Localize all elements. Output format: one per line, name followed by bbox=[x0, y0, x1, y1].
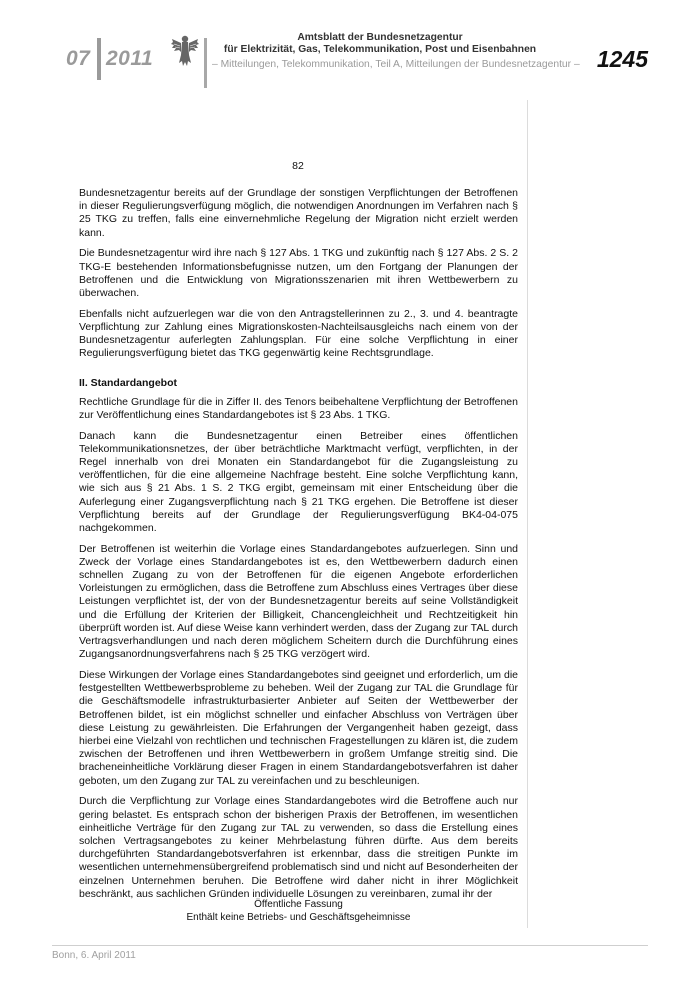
paragraph: Die Bundesnetzagentur wird ihre nach § 127 Abs. 1 TKG und zukünftig nach § 127 Abs. 2 S. 2 TKG-E bestehenden Informationsbefugnisse nutzen, um den Fortgang der Planungen der Betroffenen und die Entwicklung von Migrationsszenarien mit ihren Wettbewerbern zu überwachen. bbox=[79, 247, 518, 299]
section-subtitle: – Mitteilungen, Telekommunikation, Teil A, Mitteilungen der Bundesnetzagentur – bbox=[212, 59, 580, 70]
paragraph: Bundesnetzagentur bereits auf der Grundlage der sonstigen Verpflichtungen der Betroffenen in dieser Regulierungsverfügung möglich, die notwendigen Anordnungen im Verfahren nach § 25 TKG zu treffen, falls eine einvernehmliche Regelung der Migration nicht erzielt werden kann. bbox=[79, 187, 518, 239]
publication-title-line2: für Elektrizität, Gas, Telekommunikation, Post und Eisenbahnen bbox=[223, 44, 537, 55]
footer-place-date: Bonn, 6. April 2011 bbox=[52, 950, 136, 961]
federal-eagle-icon bbox=[170, 33, 200, 69]
publication-title bbox=[210, 32, 550, 56]
paragraph: Danach kann die Bundesnetzagentur einen Betreiber eines öffentlichen Telekommunikationsnetzes, der über beträchtliche Marktmacht verfügt, verpflichten, in der Regel innerhalb von drei Monaten ein Standardangebot für die Zugangsleistung zu veröffentlichen, für die eine allgemeine Nachfrage besteht. Eine solche Verpflichtung kann, wie sich aus § 21 Abs. 1 S. 2 TKG ergibt, gemeinsam mit einer Entscheidung über die Auferlegung einer Zugangsverpflichtung nach § 21 TKG ergehen. Die Betroffene ist dieser Verpflichtung bereits auf der Grundlage der Regulierungsverfügung BK4-04-075 nachgekommen. bbox=[79, 429, 518, 534]
paragraph: Ebenfalls nicht aufzuerlegen war die von den Antragstellerinnen zu 2., 3. und 4. beantragte Verpflichtung zur Zahlung eines Migrationskosten-Nachteilsausgleichs nach einem von der Bundesnetzagentur auferlegten Zahlungsplan. Für eine solche Verpflichtung in einer Regulierungsverfügung bietet das TKG gegenwärtig keine Rechtsgrundlage. bbox=[79, 307, 518, 360]
version-note-line2: Enthält keine Betriebs- und Geschäftsgeheimnisse bbox=[186, 912, 411, 923]
publication-title-line1: Amtsblatt der Bundesnetzagentur bbox=[297, 32, 463, 43]
margin-rule bbox=[527, 100, 528, 928]
footer-divider bbox=[52, 945, 648, 946]
issue-number: 07 bbox=[66, 47, 91, 70]
section-heading: II. Standardangebot bbox=[79, 377, 178, 390]
header-divider-right bbox=[204, 38, 207, 88]
paragraph: Der Betroffenen ist weiterhin die Vorlage eines Standardangebotes aufzuerlegen. Sinn und Zweck der Vorlage eines Standardangebotes ist es, den Wettbewerbern dadurch einen schnellen Zugang zu von der Betroffenen für die eigenen Angebote erforderlichen Vorleistungen zu ermöglichen, dass die Betroffene zum Abschluss eines Vertrages über diese Leistungen verpflichtet ist, der von der Bundesnetzagentur bereits auf seine Vollständigkeit und die Erfüllung der Kriterien der Billigkeit, Chancengleichheit und Rechtzeitigkeit hin überprüft worden ist. Auf diese Weise kann verhindert werden, dass der Zugang zur TAL durch Vertragsverhandlungen und nach deren möglichem Scheitern durch die Durchführung eines Zugangsanordnungsverfahrens nach § 25 TKG verzögert wird. bbox=[79, 542, 518, 661]
version-note-line1: Öffentliche Fassung bbox=[254, 899, 343, 910]
paragraph: Rechtliche Grundlage für die in Ziffer II. des Tenors beibehaltene Verpflichtung der Betroffenen zur Veröffentlichung eines Standardangebotes ist § 23 Abs. 1 TKG. bbox=[79, 395, 518, 421]
header-divider-left bbox=[97, 38, 101, 80]
paragraph: Durch die Verpflichtung zur Vorlage eines Standardangebotes wird die Betroffene auch nur gering belastet. Es entsprach schon der bisherigen Praxis der Betroffenen, im wesentlichen einheitliche Verträge für den Zugang zur TAL zu verwenden, so dass die Erstellung eines solchen Vertragsangebotes zu keiner Mehrbelastung führen dürfte. Aus dem bereits durchgeführten Standardangebotsverfahren ist erkennbar, dass die streitigen Punkte im wesentlichen unternehmensübergreifend problematisch sind und nicht auf Besonderheiten der einzelnen Unternehmen beruhen. Die Betroffene wird daher nicht in ihrer Möglichkeit beschränkt, aus sachlichen Gründen individuelle Lösungen zu vereinbaren, zumal ihr der bbox=[79, 795, 518, 900]
inner-page-number: 82 bbox=[292, 160, 304, 172]
version-note bbox=[79, 898, 518, 924]
page-number: 1245 bbox=[596, 46, 648, 72]
issue-year: 2011 bbox=[106, 47, 154, 70]
paragraph: Diese Wirkungen der Vorlage eines Standardangebotes sind geeignet und erforderlich, um die festgestellten Wettbewerbsprobleme zu beheben. Weil der Zugang zur TAL die Grundlage für die Geschäftsmodelle infrastrukturbasierter Anbieter auf Seiten der Wettbewerber der Betroffenen bildet, ist ein möglichst schneller und einfacher Abschluss von Verträgen über diese Leistung zu gewährleisten. Die Erfahrungen der Vergangenheit haben gezeigt, dass hierbei eine Vielzahl von rechtlichen und technischen Fragestellungen zu klären ist, die zudem zwischen der Betroffenen und ihren Wettbewerbern in großem Umfange streitig sind. Die bracheneinheitliche Vorklärung dieser Fragen in einem Standardangebotsverfahren ist daher geboten, um den Zugang zur TAL zu vereinfachen und zu beschleunigen. bbox=[79, 669, 518, 787]
document-body bbox=[79, 187, 518, 908]
